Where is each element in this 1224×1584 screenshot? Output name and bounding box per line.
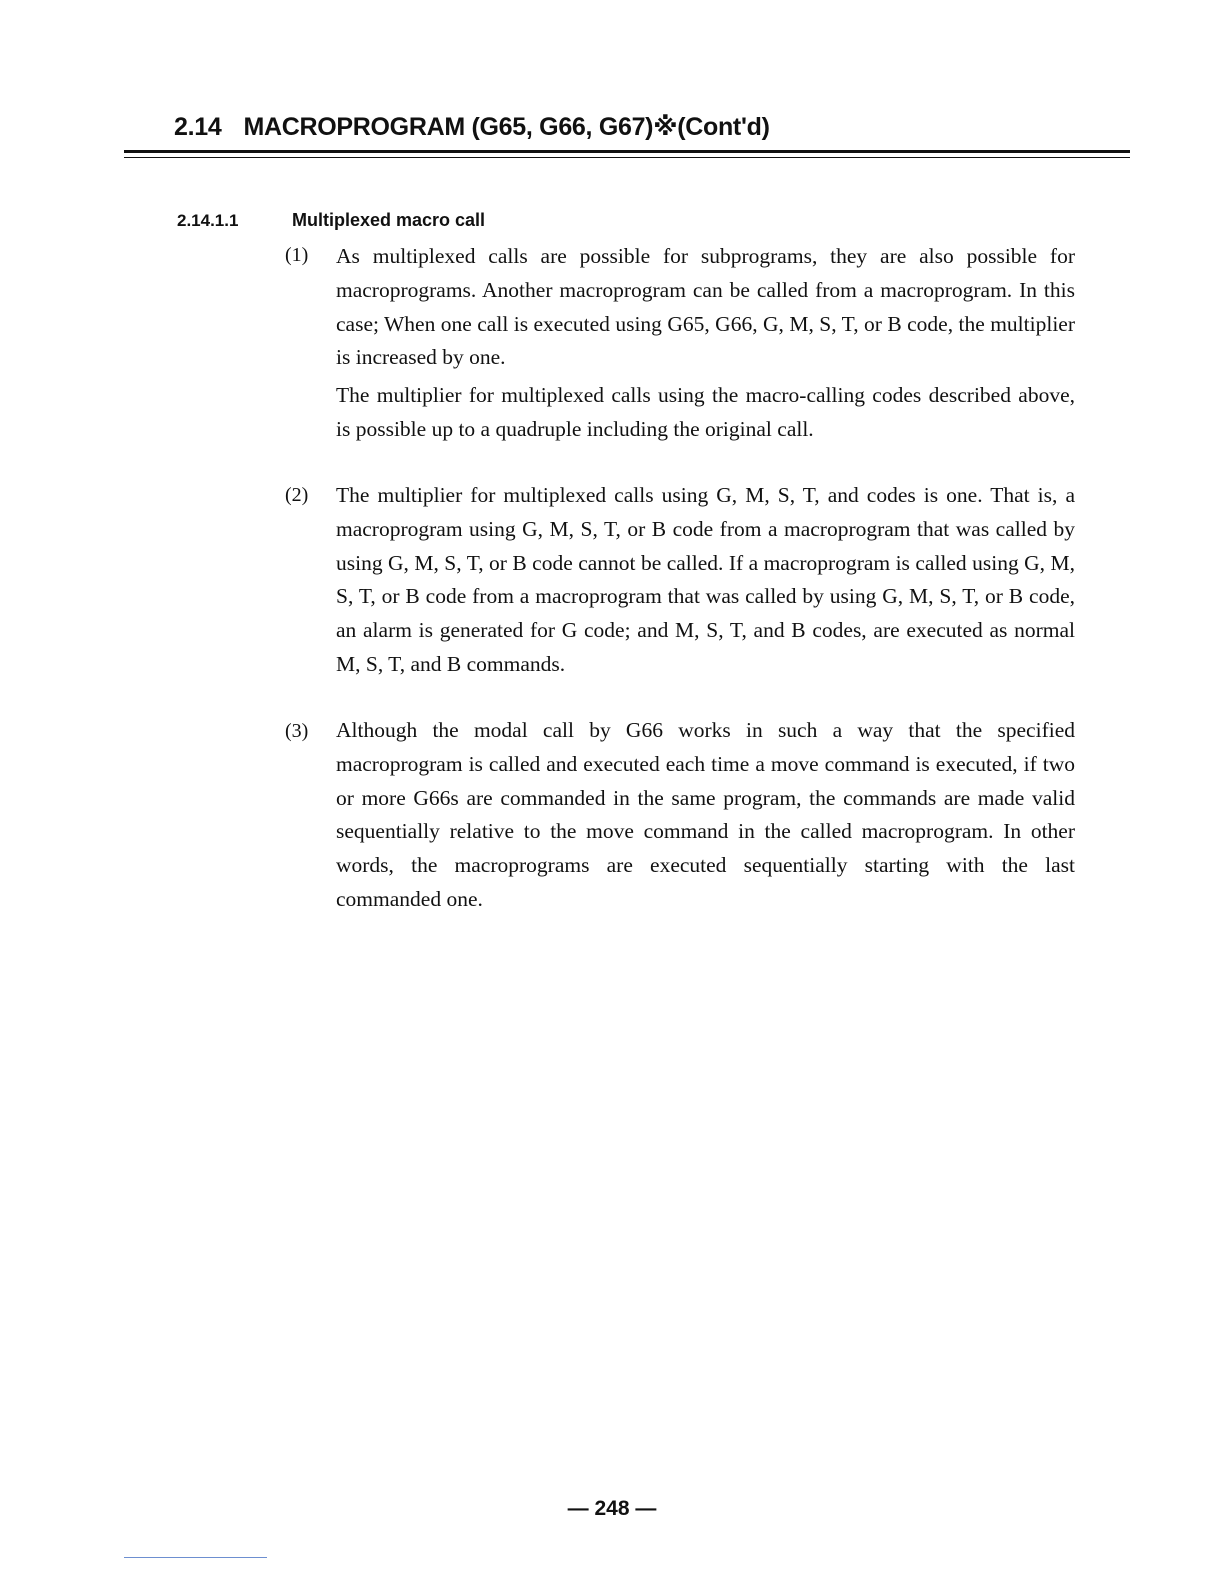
list-item-3 <box>336 714 1075 917</box>
header-rule-thick <box>124 150 1130 153</box>
section-title: MACROPROGRAM (G65, G66, G67)※(Cont'd) <box>243 113 770 141</box>
item-1-paragraph-1: As multiplexed calls are possible for subprograms, they are also possible for macroprograms. Another macroprogram can be called from a macroprogram. In this case; When one call is executed using G65, G66, G, M, S, T, or B code, the multiplier is increased by one. <box>336 244 1075 370</box>
section-number: 2.14 <box>174 113 222 141</box>
item-label-2: (2) <box>285 484 309 506</box>
subsection-title: Multiplexed macro call <box>292 210 486 230</box>
item-label-3: (3) <box>285 720 309 742</box>
header-rule-thin <box>124 157 1130 158</box>
list-item-1 <box>336 240 1075 447</box>
item-1-paragraph-2: The multiplier for multiplexed calls using the macro-calling codes described above, is possible up to a quadruple including the original call. <box>336 383 1075 441</box>
item-3-paragraph-1: Although the modal call by G66 works in such a way that the specified macroprogram is called and executed each time a move command is executed, if two or more G66s are commanded in the same program, the commands are made valid sequentially relative to the move command in the called macroprogram. In other words, the macroprograms are executed sequentially starting with the last commanded one. <box>336 718 1075 911</box>
section-header <box>174 112 770 142</box>
item-2-paragraph-1: The multiplier for multiplexed calls using G, M, S, T, and codes is one. That is, a macroprogram using G, M, S, T, or B code from a macroprogram that was called by using G, M, S, T, or B code cannot be called. If a macroprogram is called using G, M, S, T, or B code from a macroprogram that was called by using G, M, S, T, or B code, an alarm is generated for G code; and M, S, T, and B codes, are executed as normal M, S, T, and B commands. <box>336 483 1075 676</box>
subsection-number: 2.14.1.1 <box>177 211 239 230</box>
page-number: — 248 — <box>567 1497 657 1520</box>
item-label-1: (1) <box>285 244 309 266</box>
footer-rule <box>124 1557 267 1558</box>
list-item-2 <box>336 479 1075 682</box>
